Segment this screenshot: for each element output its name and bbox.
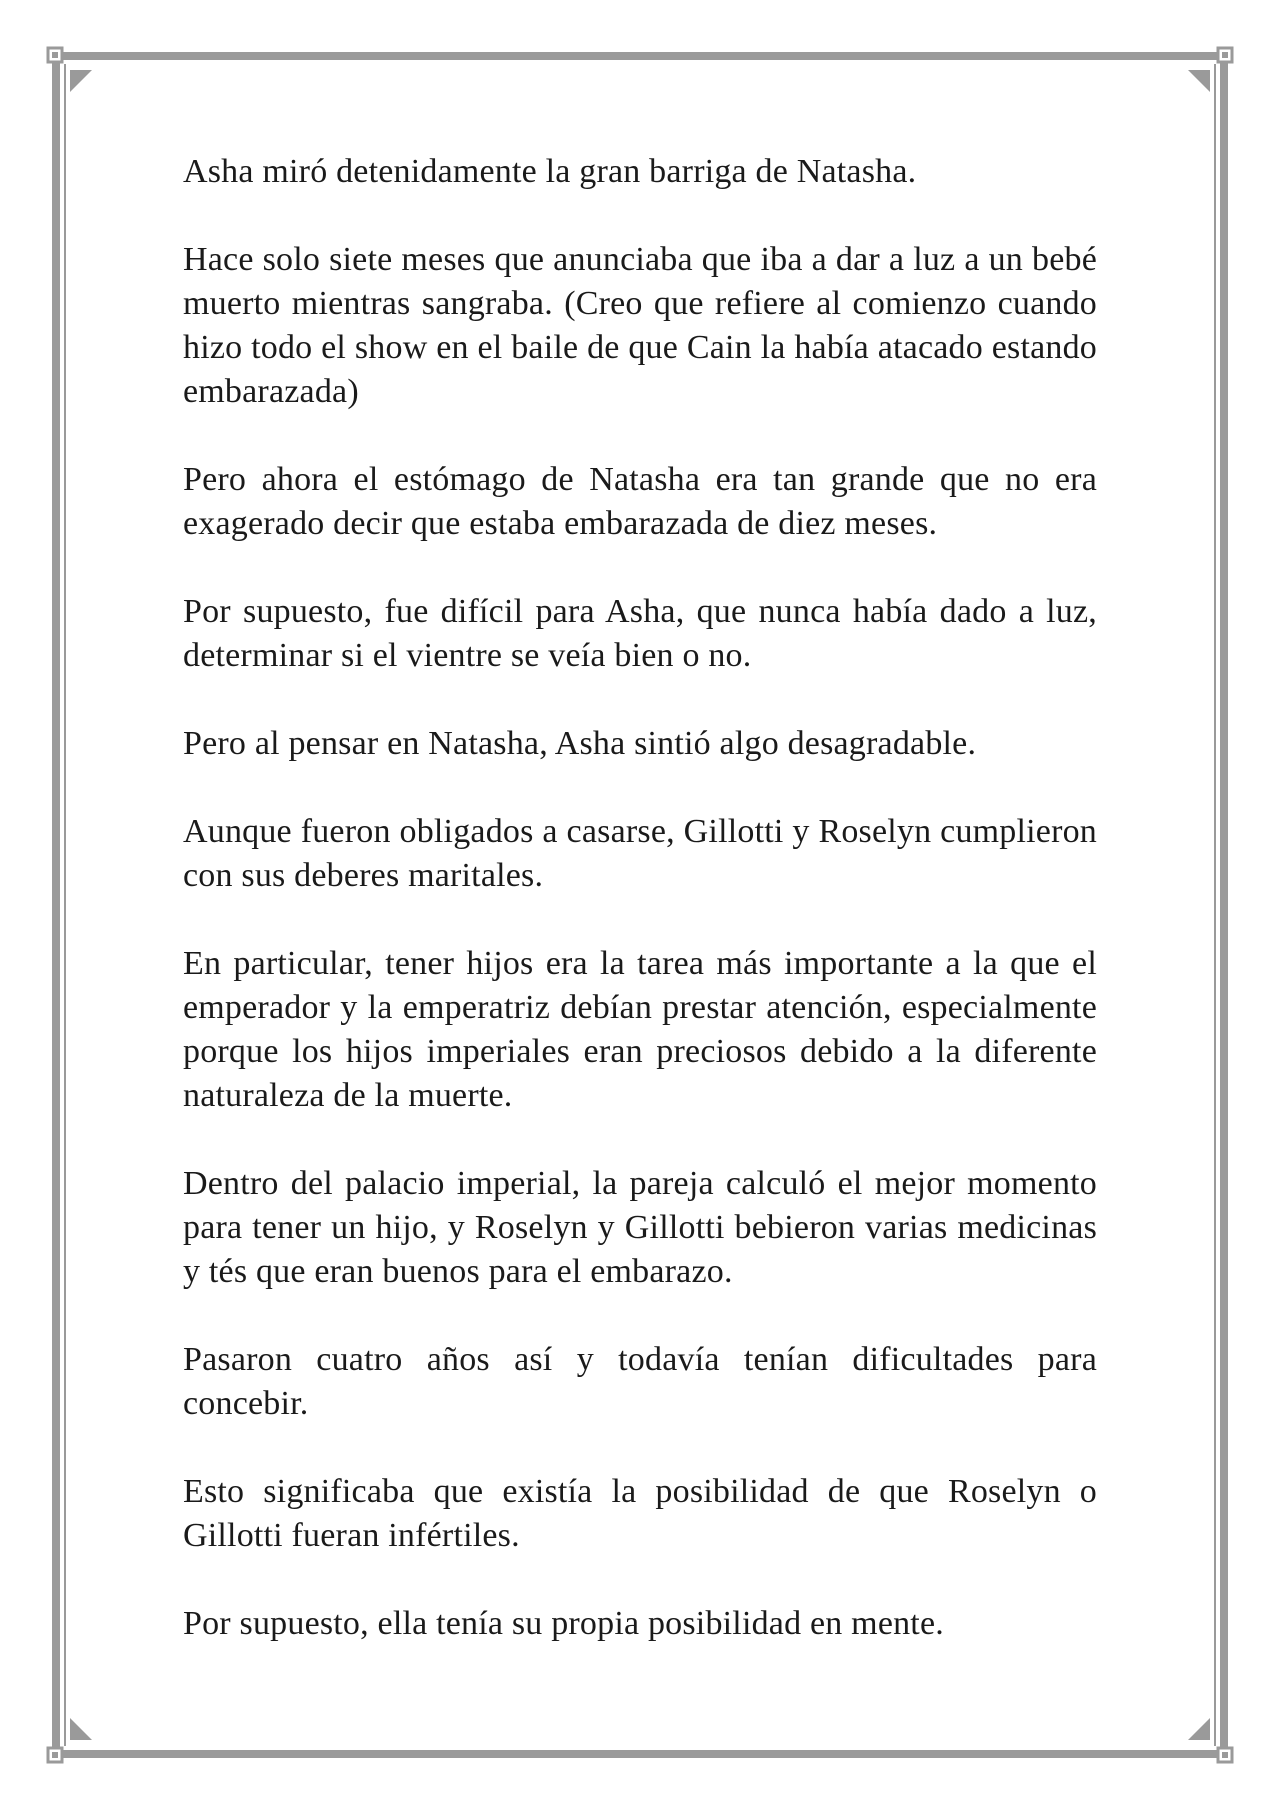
paragraph-1: Asha miró detenidamente la gran barriga de Natasha. <box>183 153 917 190</box>
corner-ornament-bottom-right <box>1188 1718 1232 1762</box>
paragraph-9: Pasaron cuatro años así y todavía tenían dificultades para concebir. <box>183 1341 1097 1422</box>
border-left <box>52 62 60 1748</box>
border-left-inner <box>64 64 66 1746</box>
paragraph-6: Aunque fueron obligados a casarse, Gillotti y Roselyn cumplieron con sus deberes maritales. <box>183 813 1097 894</box>
paragraph-5: Pero al pensar en Natasha, Asha sintió algo desagradable. <box>183 725 977 762</box>
corner-ornament-bottom-left <box>48 1718 92 1762</box>
paragraph-8: Dentro del palacio imperial, la pareja calculó el mejor momento para tener un hijo, y Roselyn y Gillotti bebieron varias medicinas y tés que eran buenos para el embarazo. <box>183 1165 1097 1290</box>
paragraph-11: Por supuesto, ella tenía su propia posibilidad en mente. <box>183 1605 944 1642</box>
paragraph-7: En particular, tener hijos era la tarea más importante a la que el emperador y la emperatriz debían prestar atención, especialmente porque los hijos imperiales eran preciosos debido a la diferente naturaleza de la muerte. <box>183 945 1097 1114</box>
paragraph-4: Por supuesto, fue difícil para Asha, que nunca había dado a luz, determinar si el vientre se veía bien o no. <box>183 593 1097 674</box>
paragraph-10: Esto significaba que existía la posibilidad de que Roselyn o Gillotti fueran infértiles. <box>183 1473 1097 1554</box>
corner-ornament-top-left <box>48 48 92 92</box>
paragraph-3: Pero ahora el estómago de Natasha era tan grande que no era exagerado decir que estaba embarazada de diez meses. <box>183 461 1097 542</box>
corner-ornament-top-right <box>1188 48 1232 92</box>
border-bottom <box>62 1750 1218 1758</box>
border-top <box>62 52 1218 60</box>
border-right-inner <box>1214 64 1216 1746</box>
border-right <box>1220 62 1228 1748</box>
paragraph-2: Hace solo siete meses que anunciaba que iba a dar a luz a un bebé muerto mientras sangraba. (Creo que refiere al comienzo cuando hizo todo el show en el baile de que Cain la había atacado estando embarazada) <box>183 241 1097 410</box>
document-body <box>183 150 1097 1690</box>
